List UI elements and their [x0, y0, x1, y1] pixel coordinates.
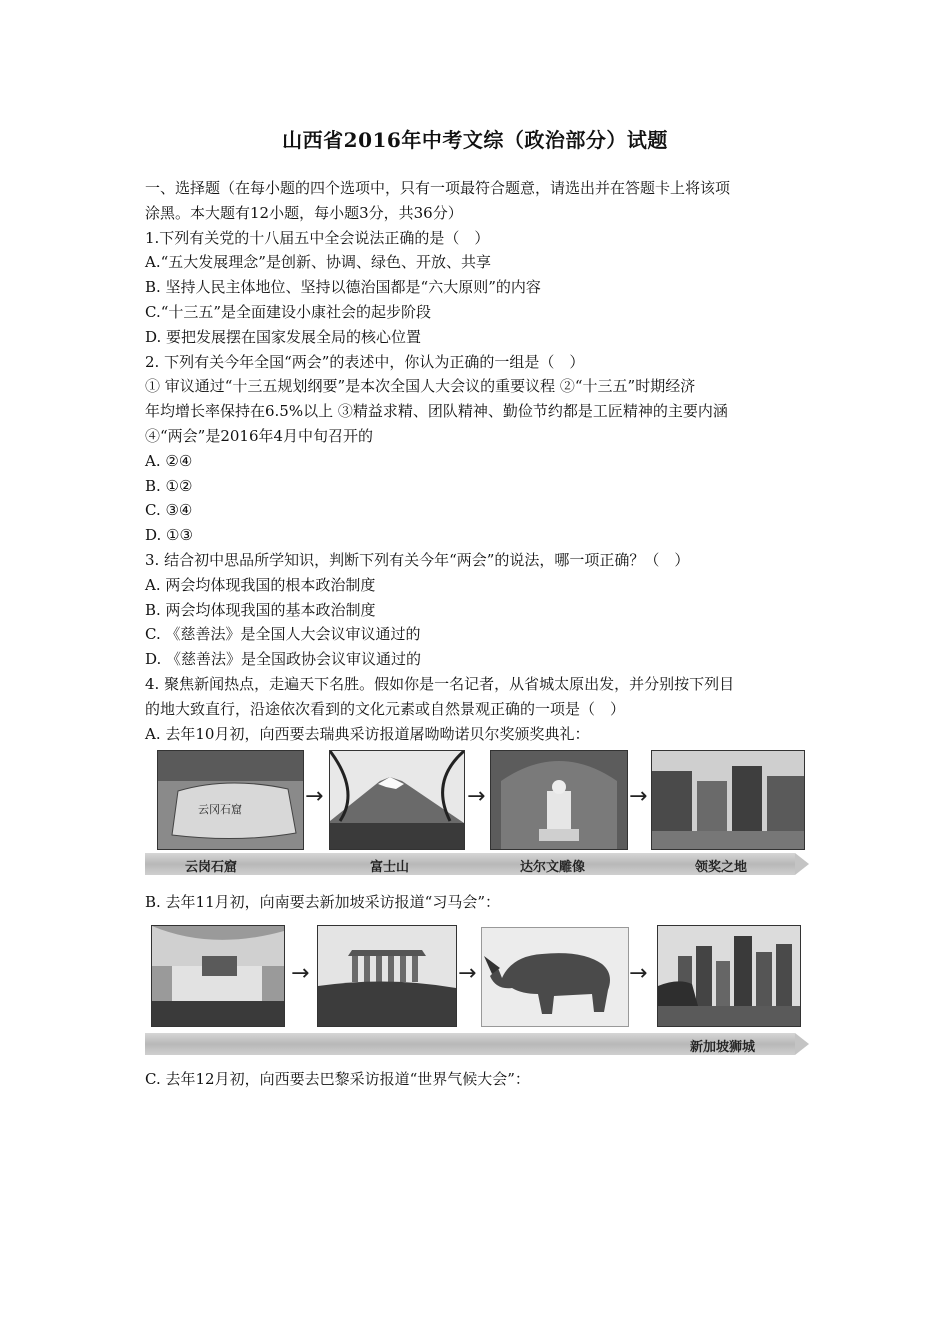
- section-heading-cont: 涂黑。本大题有12小题，每小题3分，共36分）: [145, 203, 463, 222]
- section-heading: 一、选择题（在每小题的四个选项中，只有一项最符合题意，请选出并在答题卡上将该项: [145, 179, 731, 197]
- question-3-option-b: B. 两会均体现我国的基本政治制度: [145, 600, 376, 619]
- question-4-option-b: B. 去年11月初，向南要去新加坡采访报道“习马会”：: [145, 893, 500, 912]
- photo-yungang-grottoes: [157, 750, 304, 850]
- question-1-option-d: D. 要把发展摆在国家发展全局的核心位置: [145, 327, 422, 346]
- photo-mount-fuji: [329, 750, 465, 850]
- arrow-icon: →: [629, 961, 648, 987]
- question-4-stem: 4. 聚焦新闻热点，走遍天下名胜。假如你是一名记者，从省城太原出发，并分别按下列目: [145, 674, 735, 693]
- question-2-items-cont: 年均增长率保持在6.5%以上 ③精益求精、团队精神、勤俭节约都是工匠精神的主要内涵: [145, 402, 728, 421]
- route-strip-a: [145, 750, 810, 878]
- caption-yungang: 云岗石窟: [185, 860, 238, 876]
- caption-award-venue: 领奖之地: [695, 860, 748, 876]
- caption-singapore: 新加坡狮城: [690, 1040, 756, 1056]
- question-1-option-c: C.“十三五”是全面建设小康社会的起步阶段: [145, 302, 432, 321]
- photo-award-venue: [651, 750, 805, 850]
- question-3-option-d: D. 《慈善法》是全国政协会议审议通过的: [145, 650, 422, 669]
- arrow-icon: →: [467, 784, 486, 810]
- photo-singapore-merlion: [657, 925, 801, 1027]
- question-2-option-d: D. ①③: [145, 526, 193, 545]
- question-4-option-a: A. 去年10月初，向西要去瑞典采访报道屠呦呦诺贝尔奖颁奖典礼：: [145, 724, 590, 743]
- question-1-option-b: B. 坚持人民主体地位、坚持以德治国都是“六大原则”的内容: [145, 278, 541, 297]
- question-2-stem: 2. 下列有关今年全国“两会”的表述中，你认为正确的一组是（ ）: [145, 352, 585, 371]
- question-1-option-a: A.“五大发展理念”是创新、协调、绿色、开放、共享: [145, 253, 491, 272]
- question-2-items: ① 审议通过“十三五规划纲要”是本次全国人大会议的重要议程 ②“十三五”时期经济: [145, 377, 696, 396]
- photo-darwin-statue: [490, 750, 628, 850]
- arrow-icon: →: [291, 961, 310, 987]
- question-3-option-c: C. 《慈善法》是全国人大会议审议通过的: [145, 625, 421, 644]
- arrow-icon: →: [629, 784, 648, 810]
- photo-rhinoceros: [481, 927, 629, 1027]
- question-4-stem-cont: 的地大致直行，沿途依次看到的文化元素或自然景观正确的一项是（ ）: [145, 699, 626, 718]
- route-strip-b: [145, 925, 810, 1065]
- question-3-option-a: A. 两会均体现我国的根本政治制度: [145, 575, 376, 594]
- stone-inscription: 云冈石窟: [198, 803, 242, 817]
- question-2-option-b: B. ①②: [145, 476, 193, 495]
- question-4-option-c: C. 去年12月初，向西要去巴黎采访报道“世界气候大会”：: [145, 1070, 530, 1089]
- question-3-stem: 3. 结合初中思品所学知识，判断下列有关今年“两会”的说法，哪一项正确？（ ）: [145, 550, 690, 569]
- page-title: 山西省2016年中考文综（政治部分）试题: [282, 128, 668, 152]
- question-2-option-a: A. ②④: [145, 451, 193, 470]
- arrow-icon: →: [305, 784, 324, 810]
- photo-potala-palace: [151, 925, 285, 1027]
- exam-body: [145, 176, 810, 1092]
- photo-parthenon: [317, 925, 457, 1027]
- question-2-items-cont: ④“两会”是2016年4月中旬召开的: [145, 426, 374, 445]
- arrow-icon: →: [458, 961, 477, 987]
- question-2-option-c: C. ③④: [145, 501, 193, 520]
- caption-fuji: 富士山: [370, 860, 410, 876]
- caption-darwin: 达尔文雕像: [520, 860, 586, 876]
- question-1-stem: 1.下列有关党的十八届五中全会说法正确的是（ ）: [145, 228, 490, 247]
